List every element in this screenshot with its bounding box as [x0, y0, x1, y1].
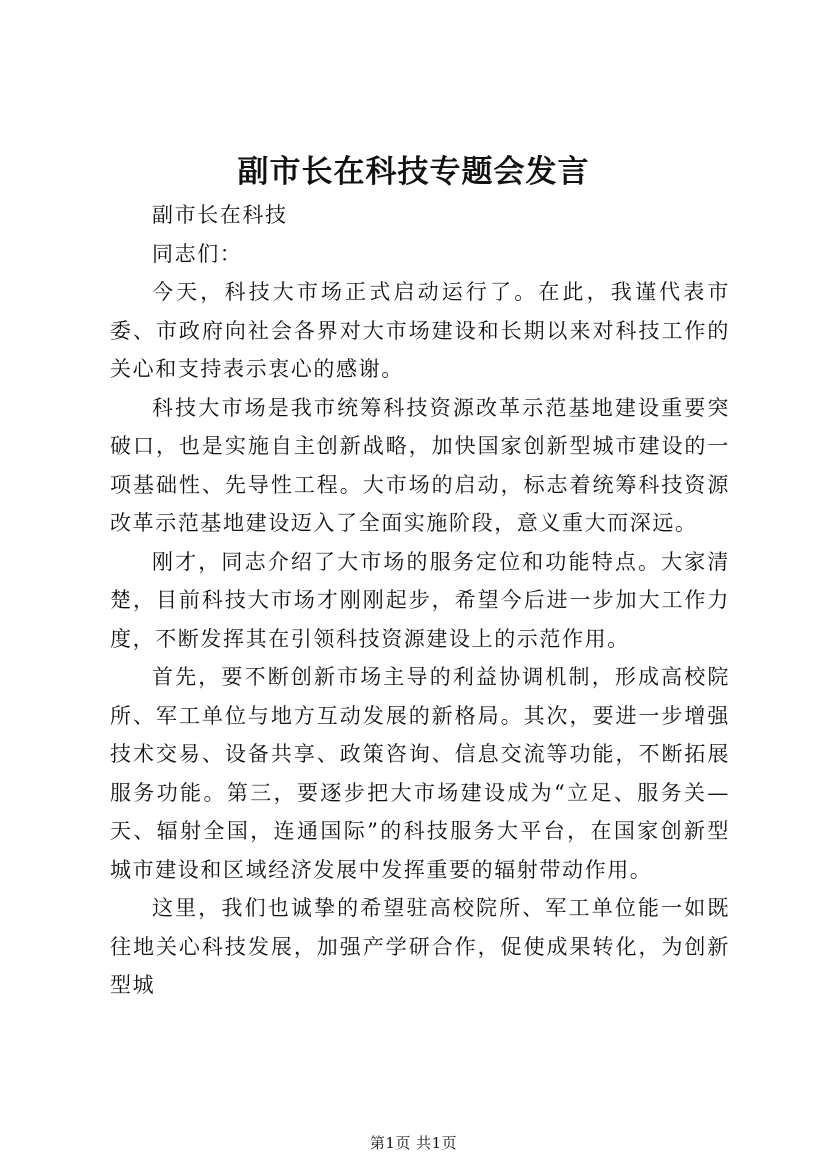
document-body — [110, 196, 730, 1005]
paragraph: 这里，我们也诚挚的希望驻高校院所、军工单位能一如既往地关心科技发展，加强产学研合作，促使成果转化，为创新型城 — [110, 896, 730, 997]
paragraph: 刚才，同志介绍了大市场的服务定位和功能特点。大家清楚，目前科技大市场才刚刚起步，希望今后进一步加大工作力度，不断发挥其在引领科技资源建设上的示范作用。 — [110, 549, 730, 651]
paragraph: 首先，要不断创新市场主导的利益协调机制，形成高校院所、军工单位与地方互动发展的新格局。其次，要进一步增强技术交易、设备共享、政策咨询、信息交流等功能，不断拓展服务功能。第三，要逐步把大市场建设成为“立足、服务关—天、辐射全国，连通国际”的科技服务大平台，在国家创新型城市建设和区域经济发展中发挥重要的辐射带动作用。 — [110, 665, 730, 882]
paragraph-salutation: 同志们： — [152, 241, 243, 266]
paragraph: 今天，科技大市场正式启动运行了。在此，我谨代表市委、市政府向社会各界对大市场建设和长期以来对科技工作的关心和支持表示衷心的感谢。 — [110, 280, 730, 381]
page-footer: 第1页 共1页 — [369, 1134, 458, 1152]
paragraph: 科技大市场是我市统筹科技资源改革示范基地建设重要突破口，也是实施自主创新战略，加快国家创新型城市建设的一项基础性、先导性工程。大市场的启动，标志着统筹科技资源改革示范基地建设迈入了全面实施阶段，意义重大而深远。 — [110, 395, 730, 535]
paragraph-subtitle: 副市长在科技 — [152, 203, 288, 227]
document-title: 副市长在科技专题会发言 — [237, 154, 590, 190]
